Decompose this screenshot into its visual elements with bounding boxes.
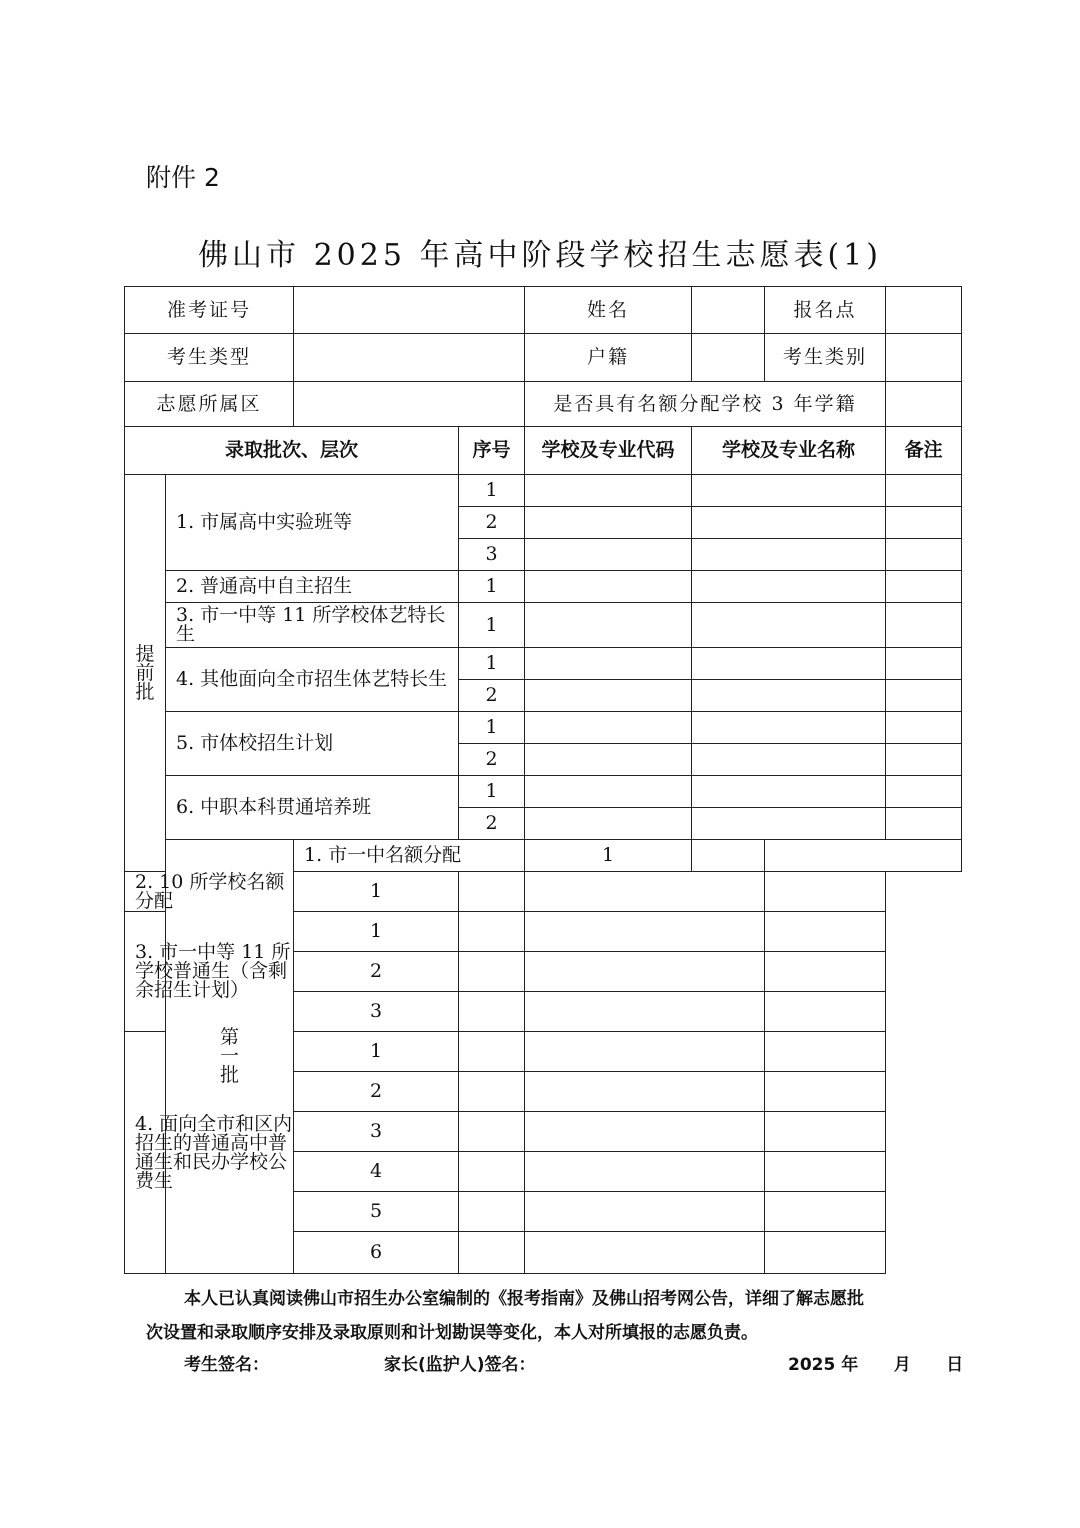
note-cell[interactable]	[765, 952, 886, 992]
seq-number: 1	[294, 1032, 459, 1072]
table-row	[125, 912, 962, 952]
seq-number: 3	[459, 539, 525, 571]
table-header-row	[125, 427, 962, 475]
school-name-cell[interactable]	[525, 1072, 765, 1112]
note-cell[interactable]	[765, 872, 886, 912]
code-cell[interactable]	[459, 1032, 525, 1072]
table-row	[125, 776, 962, 808]
seq-number: 4	[294, 1152, 459, 1192]
note-cell[interactable]	[886, 776, 962, 808]
table-row	[125, 475, 962, 507]
seq-header: 序号	[459, 427, 525, 475]
school-name-cell[interactable]	[525, 952, 765, 992]
category-label: 2. 普通高中自主招生	[166, 571, 459, 603]
table-row	[125, 840, 962, 872]
note-header: 备注	[886, 427, 962, 475]
code-cell[interactable]	[525, 539, 692, 571]
seq-number: 1	[459, 475, 525, 507]
note-cell[interactable]	[886, 744, 962, 776]
school-name-cell[interactable]	[692, 808, 886, 840]
seq-number: 2	[459, 744, 525, 776]
note-cell[interactable]	[886, 648, 962, 680]
seq-number: 3	[294, 992, 459, 1032]
name-field[interactable]	[692, 287, 765, 334]
code-cell[interactable]	[525, 744, 692, 776]
note-cell[interactable]	[765, 1152, 886, 1192]
exam-no-label: 准考证号	[125, 287, 294, 334]
seq-number: 2	[459, 680, 525, 712]
table-row	[125, 1032, 962, 1072]
school-name-cell[interactable]	[525, 872, 765, 912]
student-signature-label: 考生签名：	[184, 1355, 269, 1375]
table-row	[125, 712, 962, 744]
code-cell[interactable]	[692, 840, 765, 872]
school-name-header: 学校及专业名称	[692, 427, 886, 475]
seq-number: 1	[459, 776, 525, 808]
note-cell[interactable]	[765, 1232, 886, 1274]
category-label: 3. 市一中等 11 所学校普通生（含剩余招生计划）	[125, 912, 294, 1032]
school-name-cell[interactable]	[692, 475, 886, 507]
school-name-cell[interactable]	[692, 507, 886, 539]
seq-number: 5	[294, 1192, 459, 1232]
batch-level-header: 录取批次、层次	[125, 427, 459, 475]
seq-number: 1	[459, 648, 525, 680]
note-cell[interactable]	[886, 539, 962, 571]
code-cell[interactable]	[459, 1192, 525, 1232]
batch-early-char: 提	[135, 642, 155, 665]
declaration-line-1: 本人已认真阅读佛山市招生办公室编制的《报考指南》及佛山招考网公告，详细了解志愿批	[184, 1289, 864, 1309]
code-cell[interactable]	[459, 1152, 525, 1192]
batch-early-char: 批	[135, 680, 155, 703]
code-cell[interactable]	[459, 1072, 525, 1112]
school-name-cell[interactable]	[692, 744, 886, 776]
school-name-cell[interactable]	[692, 603, 886, 648]
seq-number: 1	[459, 603, 525, 648]
category-label: 6. 中职本科贯通培养班	[166, 776, 459, 840]
code-cell[interactable]	[459, 912, 525, 952]
seq-number: 1	[459, 571, 525, 603]
batch-first-char: 批	[220, 1064, 240, 1086]
note-cell[interactable]	[886, 712, 962, 744]
school-name-cell[interactable]	[692, 571, 886, 603]
code-cell[interactable]	[525, 571, 692, 603]
batch-early-label	[125, 475, 166, 872]
code-cell[interactable]	[525, 680, 692, 712]
info-row-1	[125, 287, 962, 334]
application-form-table	[124, 286, 962, 1274]
code-cell[interactable]	[525, 507, 692, 539]
category-label: 4. 其他面向全市招生体艺特长生	[166, 648, 459, 712]
code-header: 学校及专业代码	[525, 427, 692, 475]
date-label: 2025 年 月 日	[788, 1355, 964, 1375]
student-category-label: 考生类别	[765, 334, 886, 382]
batch-first-char: 一	[220, 1045, 240, 1067]
school-name-cell[interactable]	[525, 1152, 765, 1192]
seq-number: 1	[294, 872, 459, 912]
school-name-cell[interactable]	[692, 712, 886, 744]
student-type-field[interactable]	[294, 334, 525, 382]
note-cell[interactable]	[765, 1032, 886, 1072]
school-name-cell[interactable]	[525, 1112, 765, 1152]
category-label: 5. 市体校招生计划	[166, 712, 459, 776]
school-name-cell[interactable]	[692, 680, 886, 712]
category-label: 3. 市一中等 11 所学校体艺特长生	[166, 603, 459, 648]
school-name-cell[interactable]	[525, 1232, 765, 1274]
category-label: 2. 10 所学校名额分配	[125, 872, 294, 912]
code-cell[interactable]	[459, 1232, 525, 1274]
quota-question-label: 是否具有名额分配学校 3 年学籍	[525, 382, 886, 427]
reg-site-field[interactable]	[886, 287, 962, 334]
seq-number: 6	[294, 1232, 459, 1274]
note-cell[interactable]	[765, 1072, 886, 1112]
info-row-2	[125, 334, 962, 382]
seq-number: 2	[294, 1072, 459, 1112]
note-cell[interactable]	[886, 475, 962, 507]
category-label: 1. 市一中名额分配	[294, 840, 525, 872]
school-name-cell[interactable]	[765, 840, 962, 872]
seq-number: 2	[294, 952, 459, 992]
note-cell[interactable]	[765, 1192, 886, 1232]
code-cell[interactable]	[459, 1112, 525, 1152]
info-row-3	[125, 382, 962, 427]
attachment-label: 附件 2	[146, 163, 220, 192]
declaration	[146, 1282, 946, 1350]
code-cell[interactable]	[525, 776, 692, 808]
parent-signature-label: 家长(监护人)签名：	[384, 1355, 536, 1375]
batch-first-char: 第	[220, 1026, 240, 1048]
school-name-cell[interactable]	[692, 776, 886, 808]
seq-number: 1	[459, 712, 525, 744]
school-name-cell[interactable]	[525, 992, 765, 1032]
note-cell[interactable]	[765, 992, 886, 1032]
school-name-cell[interactable]	[525, 1032, 765, 1072]
table-row	[125, 872, 962, 912]
quota-question-field[interactable]	[886, 382, 962, 427]
school-name-cell[interactable]	[692, 648, 886, 680]
exam-no-field[interactable]	[294, 287, 525, 334]
note-cell[interactable]	[886, 507, 962, 539]
code-cell[interactable]	[525, 808, 692, 840]
student-type-label: 考生类型	[125, 334, 294, 382]
household-label: 户籍	[525, 334, 692, 382]
district-field[interactable]	[294, 382, 525, 427]
reg-site-label: 报名点	[765, 287, 886, 334]
note-cell[interactable]	[765, 1112, 886, 1152]
school-name-cell[interactable]	[525, 1192, 765, 1232]
seq-number: 1	[294, 912, 459, 952]
table-row	[125, 648, 962, 680]
code-cell[interactable]	[525, 475, 692, 507]
student-category-field[interactable]	[886, 334, 962, 382]
code-cell[interactable]	[459, 872, 525, 912]
seq-number: 1	[525, 840, 692, 872]
code-cell[interactable]	[525, 648, 692, 680]
batch-early-char: 前	[135, 661, 155, 684]
district-label: 志愿所属区	[125, 382, 294, 427]
code-cell[interactable]	[459, 952, 525, 992]
code-cell[interactable]	[525, 712, 692, 744]
seq-number: 2	[459, 507, 525, 539]
seq-number: 2	[459, 808, 525, 840]
household-field[interactable]	[692, 334, 765, 382]
note-cell[interactable]	[886, 571, 962, 603]
school-name-cell[interactable]	[692, 539, 886, 571]
note-cell[interactable]	[886, 680, 962, 712]
category-label: 4. 面向全市和区内招生的普通高中普通生和民办学校公费生	[125, 1032, 294, 1274]
note-cell[interactable]	[886, 603, 962, 648]
table-row	[125, 603, 962, 648]
code-cell[interactable]	[459, 992, 525, 1032]
name-label: 姓名	[525, 287, 692, 334]
table-row	[125, 571, 962, 603]
note-cell[interactable]	[765, 912, 886, 952]
school-name-cell[interactable]	[525, 912, 765, 952]
code-cell[interactable]	[525, 603, 692, 648]
category-label: 1. 市属高中实验班等	[166, 475, 459, 571]
seq-number: 3	[294, 1112, 459, 1152]
note-cell[interactable]	[886, 808, 962, 840]
declaration-line-2: 次设置和录取顺序安排及录取原则和计划勘误等变化，本人对所填报的志愿负责。	[146, 1323, 758, 1343]
form-title: 佛山市 2025 年高中阶段学校招生志愿表(1)	[198, 238, 882, 273]
